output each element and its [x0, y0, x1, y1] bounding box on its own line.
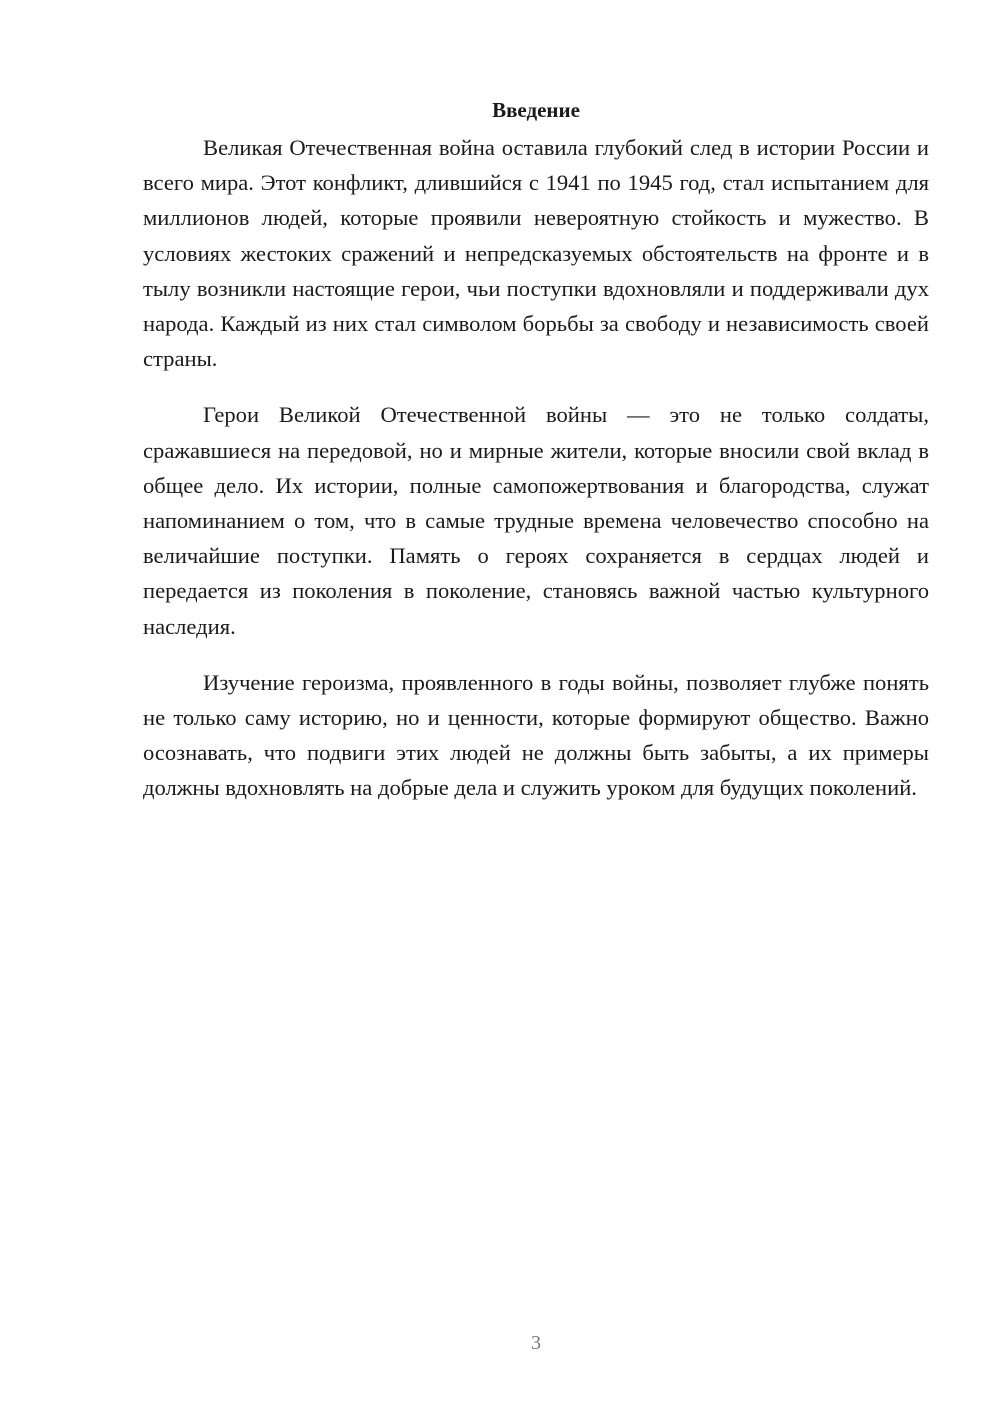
page-number: 3 [531, 1332, 541, 1354]
paragraph-2: Герои Великой Отечественной войны — это не только солдаты, сражавшиеся на передовой, но и мирные жители, которые вносили свой вклад в общее дело. Их истории, полные самопожертвования и благородства, служат напоминанием о том, что в самые трудные времена человечество способно на величайшие поступки. Память о героях сохраняется в сердцах людей и передается из поколения в поколение, становясь важной частью культурного наследия. [143, 402, 929, 639]
page-content [143, 94, 929, 827]
section-heading: Введение [492, 98, 580, 122]
paragraph-3: Изучение героизма, проявленного в годы войны, позволяет глубже понять не только саму историю, но и ценности, которые формируют общество. Важно осознавать, что подвиги этих людей не должны быть забыты, а их примеры должны вдохновлять на добрые дела и служить уроком для будущих поколений. [143, 669, 929, 801]
paragraph-1: Великая Отечественная война оставила глубокий след в истории России и всего мира. Этот конфликт, длившийся с 1941 по 1945 год, стал испытанием для миллионов людей, которые проявили невероятную стойкость и мужество. В условиях жестоких сражений и непредсказуемых обстоятельств на фронте и в тылу возникли настоящие герои, чьи поступки вдохновляли и поддерживали дух народа. Каждый из них стал символом борьбы за свободу и независимость своей страны. [143, 135, 929, 372]
